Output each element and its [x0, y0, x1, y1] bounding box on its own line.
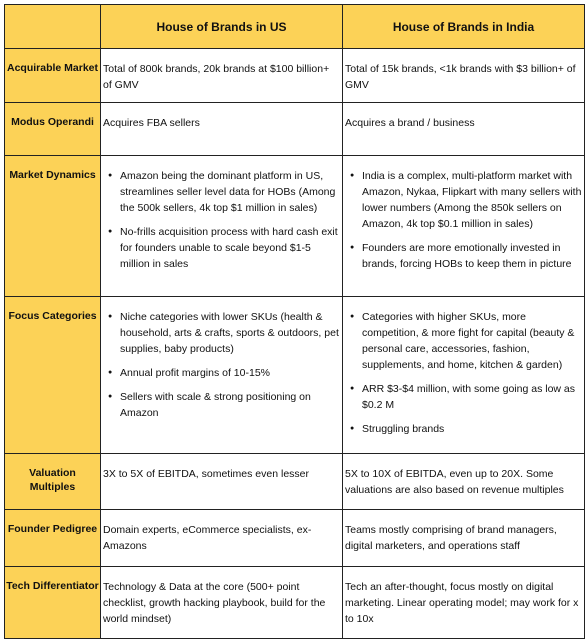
- cell-us: [101, 567, 343, 639]
- cell-text: Acquires FBA sellers: [103, 117, 200, 129]
- cell-us: [101, 156, 343, 297]
- cell-text: Total of 800k brands, 20k brands at $100 billion+ of GMV: [103, 63, 330, 91]
- cell-text: Total of 15k brands, <1k brands with $3 billion+ of GMV: [345, 63, 576, 91]
- table-row: [5, 454, 585, 510]
- list-item: ● ARR $3-$4 million, with some going as low as $0.2 M: [362, 381, 582, 413]
- cell-us: [101, 297, 343, 454]
- cell-india: [343, 297, 585, 454]
- list-item: ● Sellers with scale & strong positioning on Amazon: [120, 389, 340, 421]
- row-header: Focus Categories: [5, 297, 101, 454]
- cell-us: [101, 103, 343, 156]
- list-item: ● India is a complex, multi-platform market with Amazon, Nykaa, Flipkart with many sellers with lower numbers (Among the 850k sellers on Amazon, 4k top $0.1 million in sales): [362, 168, 582, 232]
- list-item: ● Niche categories with lower SKUs (health & household, arts & crafts, sports & outdoors, pet supplies, baby products): [120, 309, 340, 357]
- row-header: Market Dynamics: [5, 156, 101, 297]
- cell-india: [343, 103, 585, 156]
- list-item: ● Annual profit margins of 10-15%: [120, 365, 340, 381]
- list-item: ● Categories with higher SKUs, more competition, & more fight for capital (beauty & personal care, accessories, fashion, supplements, and home, kitchen & garden): [362, 309, 582, 373]
- cell-india: [343, 454, 585, 510]
- bullet-list: [345, 168, 582, 272]
- cell-india: [343, 156, 585, 297]
- cell-text: Acquires a brand / business: [345, 117, 475, 129]
- cell-text: Tech an after-thought, focus mostly on digital marketing. Linear operating model; may work for x to 10x: [345, 581, 579, 625]
- list-item: ● Amazon being the dominant platform in US, streamlines seller level data for HOBs (Among the 500k sellers, 4k top $1 million in sales): [120, 168, 340, 216]
- bullet-list: [345, 309, 582, 437]
- cell-india: [343, 510, 585, 567]
- table-row: [5, 156, 585, 297]
- table-row: [5, 103, 585, 156]
- list-item: ● No-frills acquisition process with hard cash exit for founders unable to scale beyond $1-5 million in sales: [120, 224, 340, 272]
- cell-text: Technology & Data at the core (500+ point checklist, growth hacking playbook, build for the world mindset): [103, 581, 326, 625]
- cell-us: [101, 454, 343, 510]
- corner-cell: [5, 5, 101, 49]
- list-item: ● Struggling brands: [362, 421, 582, 437]
- row-header: Acquirable Market: [5, 49, 101, 103]
- table-row: [5, 297, 585, 454]
- cell-text: 5X to 10X of EBITDA, even up to 20X. Some valuations are also based on revenue multiples: [345, 468, 564, 496]
- cell-us: [101, 49, 343, 103]
- bullet-list: [103, 168, 340, 272]
- row-header: Tech Differentiator: [5, 567, 101, 639]
- table-row: [5, 510, 585, 567]
- header-row: [5, 5, 585, 49]
- bullet-list: [103, 309, 340, 421]
- row-header: Valuation Multiples: [5, 454, 101, 510]
- column-header-india: House of Brands in India: [343, 5, 585, 49]
- cell-india: [343, 567, 585, 639]
- table-row: [5, 49, 585, 103]
- cell-india: [343, 49, 585, 103]
- table-row: [5, 567, 585, 639]
- comparison-table: [4, 4, 585, 639]
- column-header-us: House of Brands in US: [101, 5, 343, 49]
- cell-text: Domain experts, eCommerce specialists, ex-Amazons: [103, 524, 312, 552]
- row-header: Modus Operandi: [5, 103, 101, 156]
- cell-us: [101, 510, 343, 567]
- list-item: ● Founders are more emotionally invested in brands, forcing HOBs to keep them in picture: [362, 240, 582, 272]
- cell-text: 3X to 5X of EBITDA, sometimes even lesser: [103, 468, 310, 480]
- row-header: Founder Pedigree: [5, 510, 101, 567]
- cell-text: Teams mostly comprising of brand managers, digital marketers, and operations staff: [345, 524, 557, 552]
